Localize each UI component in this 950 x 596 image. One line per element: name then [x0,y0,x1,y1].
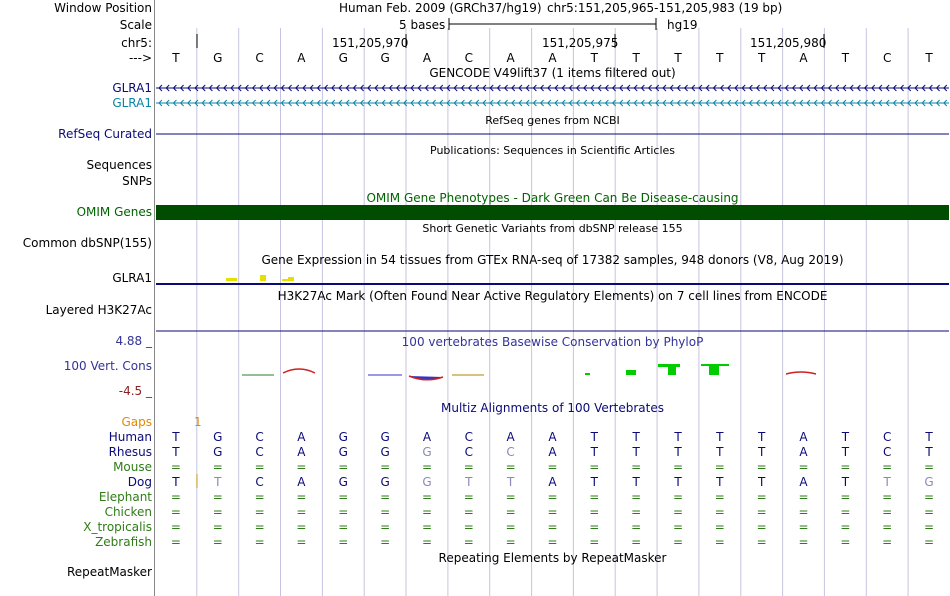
alignment-base: A [548,445,557,459]
alignment-base: G [924,475,934,489]
phylop-negative-dip [409,376,443,380]
gtex-track-title: Gene Expression in 54 tissues from GTEx RNA-seq of 17382 samples, 948 donors (V8, Aug 2019) [261,253,844,267]
alignment-base: = [170,460,181,474]
alignment-base: T [674,430,682,444]
alignment-base: T [841,475,850,489]
alignment-base: T [758,445,766,459]
scale-db: hg19 [667,18,698,32]
alignment-base: = [212,535,223,549]
alignment-base: T [632,430,640,444]
ruler-position-2: 151,205,975 [542,36,619,50]
alignment-base: G [338,445,348,459]
alignment-base: = [840,535,851,549]
alignment-base: C [882,430,892,444]
phylop-conserved-bar [668,364,676,375]
alignment-base: = [756,505,767,519]
alignment-base: = [212,520,223,534]
species-label[interactable]: Human [108,430,152,444]
alignment-base: = [840,505,851,519]
alignment-base: T [925,430,933,444]
refseq-track-label[interactable]: RefSeq Curated [58,127,152,141]
alignment-base: G [213,430,223,444]
alignment-base: = [380,460,391,474]
alignment-base: = [923,505,935,519]
gtex-track-label[interactable]: GLRA1 [112,271,152,285]
alignment-base: C [255,475,264,489]
alignment-base: T [716,475,724,489]
reference-base: G [213,51,223,65]
phylop-positive-peak [786,372,816,374]
alignment-base: = [254,460,265,474]
alignment-base: = [296,520,307,534]
alignment-base: A [297,475,306,489]
alignment-base: G [422,475,432,489]
dbsnp-track-title: Short Genetic Variants from dbSNP release 155 [422,222,683,235]
alignment-base: = [463,505,474,519]
window-position-label: Window Position [54,1,152,15]
alignment-base: = [296,460,307,474]
alignment-base: = [589,505,600,519]
alignment-base: = [923,535,935,549]
gencode-track-title: GENCODE V49lift37 (1 items filtered out) [429,66,676,80]
alignment-base: = [589,460,600,474]
species-label[interactable]: Dog [127,475,152,489]
gencode-item-label-1[interactable]: GLRA1 [112,81,152,95]
alignment-base: A [548,430,557,444]
reference-base: A [422,51,432,65]
alignment-base: = [672,535,684,549]
alignment-base: = [547,505,558,519]
alignment-base: A [297,430,306,444]
alignment-base: = [421,490,433,504]
alignment-base: C [255,445,264,459]
alignment-base: A [548,475,557,489]
scale-text: 5 bases [399,18,446,32]
alignment-base: = [589,520,600,534]
alignment-base: A [799,430,808,444]
assembly-name: Human Feb. 2009 (GRCh37/hg19) [339,1,542,15]
alignment-base: T [841,430,850,444]
reference-base: T [925,51,933,65]
alignment-base: = [505,535,516,549]
species-label[interactable]: Rhesus [108,445,152,459]
alignment-base: G [338,475,348,489]
alignment-base: = [338,535,349,549]
alignment-base: T [883,475,891,489]
alignment-base: A [422,430,432,444]
alignment-base: = [170,505,181,519]
alignment-base: = [505,490,516,504]
alignment-base: = [798,520,809,534]
publications-label-snps[interactable]: SNPs [122,174,152,188]
alignment-base: T [172,475,180,489]
alignment-base: = [798,490,809,504]
reference-base: T [758,51,766,65]
ruler-position-3: 151,205,980 [750,36,827,50]
alignment-base: = [380,520,391,534]
refseq-track-title: RefSeq genes from NCBI [485,114,620,127]
alignment-base: = [505,460,516,474]
h3k27ac-track-label[interactable]: Layered H3K27Ac [45,303,152,317]
reference-base: C [464,51,473,65]
alignment-base: T [172,445,180,459]
dbsnp-track-label[interactable]: Common dbSNP(155) [22,236,152,250]
phylop-positive-peak [283,369,315,373]
alignment-base: = [380,490,391,504]
alignment-base: T [925,445,933,459]
reference-base: T [590,51,598,65]
reference-base: G [380,51,390,65]
alignment-base: T [674,445,682,459]
alignment-base: T [590,430,598,444]
species-label[interactable]: Chicken [104,505,152,519]
alignment-base: = [463,535,474,549]
alignment-base: = [798,535,809,549]
alignment-base: G [338,430,348,444]
alignment-base: = [338,460,349,474]
publications-label-sequences[interactable]: Sequences [86,158,152,172]
alignment-base: = [714,460,725,474]
alignment-base: = [170,490,181,504]
alignment-base: = [254,505,265,519]
reference-base: T [172,51,180,65]
reference-base: C [255,51,264,65]
alignment-base: = [672,520,684,534]
alignment-base: = [631,520,642,534]
alignment-base: = [882,535,893,549]
omim-track-label[interactable]: OMIM Genes [76,205,152,219]
reference-base: C [882,51,892,65]
alignment-base: = [547,460,558,474]
gencode-item-label-2[interactable]: GLRA1 [112,96,152,110]
alignment-base: = [672,505,684,519]
phylop-conserved-bar [709,364,719,375]
alignment-base: T [590,445,598,459]
multiz-track-title: Multiz Alignments of 100 Vertebrates [440,401,665,415]
alignment-base: T [758,475,766,489]
species-label[interactable]: Zebrafish [95,535,152,549]
strand-label: ---> [128,51,152,65]
alignment-base: T [716,445,724,459]
alignment-base: G [380,445,390,459]
alignment-base: = [380,505,391,519]
gtex-expression-bar [288,277,294,281]
phylop-max-value: 4.88 _ [115,334,152,348]
reference-base: A [506,51,515,65]
alignment-base: T [632,475,640,489]
gtex-expression-bar [226,278,232,281]
alignment-base: = [589,490,600,504]
alignment-base: = [923,520,935,534]
alignment-base: = [296,535,307,549]
alignment-base: = [923,490,935,504]
alignment-base: = [589,535,600,549]
phylop-conserved-bar [585,373,590,375]
reference-base: G [338,51,348,65]
alignment-base: = [212,505,223,519]
alignment-base: = [631,535,642,549]
alignment-base: A [799,475,808,489]
alignment-base: = [421,520,433,534]
alignment-base: T [172,430,180,444]
alignment-base: G [380,430,390,444]
phylop-min-value: -4.5 _ [118,384,152,398]
alignment-base: = [296,490,307,504]
alignment-base: = [212,460,223,474]
reference-base: T [841,51,850,65]
reference-base: A [799,51,808,65]
omim-gene-bar [156,205,949,220]
alignment-base: = [547,490,558,504]
species-label[interactable]: Elephant [98,490,152,504]
alignment-base: = [463,460,474,474]
gtex-expression-bar [260,275,266,281]
repeatmasker-track-title: Repeating Elements by RepeatMasker [438,551,667,565]
alignment-base: C [882,445,892,459]
alignment-base: A [506,430,515,444]
alignment-base: = [547,520,558,534]
omim-track-title: OMIM Gene Phenotypes - Dark Green Can Be Disease-causing [366,191,739,205]
alignment-base: = [296,505,307,519]
alignment-base: = [338,490,349,504]
alignment-base: = [170,520,181,534]
gaps-label: Gaps [121,415,152,429]
alignment-base: A [297,445,306,459]
alignment-base: = [631,490,642,504]
alignment-base: C [464,445,473,459]
alignment-base: = [170,535,181,549]
alignment-base: = [882,520,893,534]
window-position-value: chr5:151,205,965-151,205,983 (19 bp) [547,1,783,15]
alignment-base: = [798,460,809,474]
repeatmasker-track-label[interactable]: RepeatMasker [66,565,152,579]
alignment-base: = [212,490,223,504]
alignment-base: = [840,520,851,534]
alignment-base: = [756,535,767,549]
alignment-base: = [505,505,516,519]
alignment-base: T [674,475,682,489]
alignment-base: A [799,445,808,459]
alignment-base: = [631,505,642,519]
alignment-base: G [422,445,432,459]
alignment-base: = [254,520,265,534]
alignment-base: = [421,535,433,549]
alignment-base: = [254,535,265,549]
reference-base: T [674,51,682,65]
alignment-base: = [254,490,265,504]
alignment-base: = [421,505,433,519]
phylop-track-title: 100 vertebrates Basewise Conservation by PhyloP [401,335,704,349]
alignment-base: = [756,490,767,504]
alignment-base: = [338,505,349,519]
alignment-base: = [421,460,433,474]
reference-base: T [632,51,640,65]
publications-track-title: Publications: Sequences in Scientific Articles [430,144,675,157]
gap-marker: 1 [194,415,202,429]
alignment-base: = [505,520,516,534]
alignment-base: C [464,430,473,444]
alignment-base: T [716,430,724,444]
alignment-base: = [714,505,725,519]
alignment-base: = [714,490,725,504]
alignment-base: = [463,520,474,534]
alignment-base: T [841,445,850,459]
alignment-base: = [714,520,725,534]
scale-label: Scale [119,18,152,32]
alignment-base: C [506,445,515,459]
alignment-base: = [756,520,767,534]
alignment-base: T [465,475,473,489]
reference-base: A [548,51,557,65]
alignment-base: T [632,445,640,459]
alignment-base: = [798,505,809,519]
alignment-base: = [672,460,684,474]
alignment-base: = [923,460,935,474]
alignment-base: = [840,490,851,504]
alignment-base: = [882,460,893,474]
species-label[interactable]: Mouse [113,460,152,474]
gtex-expression-bar [232,278,237,281]
alignment-base: = [756,460,767,474]
alignment-base: T [214,475,222,489]
alignment-base: = [338,520,349,534]
alignment-base: = [380,535,391,549]
alignment-base: T [506,475,515,489]
alignment-base: G [380,475,390,489]
alignment-base: = [714,535,725,549]
phylop-track-label[interactable]: 100 Vert. Cons [63,359,152,373]
phylop-conserved-bar [626,370,636,375]
gtex-expression-bar [282,279,288,281]
ruler-position-1: 151,205,970 [332,36,409,50]
reference-base: A [297,51,306,65]
species-label[interactable]: X_tropicalis [83,520,152,534]
alignment-base: = [463,490,474,504]
alignment-base: T [758,430,766,444]
alignment-base: = [840,460,851,474]
alignment-base: = [672,490,684,504]
alignment-base: = [882,490,893,504]
alignment-base: = [882,505,893,519]
alignment-base: G [213,445,223,459]
chrom-label: chr5: [121,36,152,50]
alignment-base: = [547,535,558,549]
alignment-base: C [255,430,264,444]
alignment-base: = [631,460,642,474]
h3k27ac-track-title: H3K27Ac Mark (Often Found Near Active Regulatory Elements) on 7 cell lines from ENCODE [277,289,828,303]
reference-base: T [716,51,724,65]
alignment-base: T [590,475,598,489]
